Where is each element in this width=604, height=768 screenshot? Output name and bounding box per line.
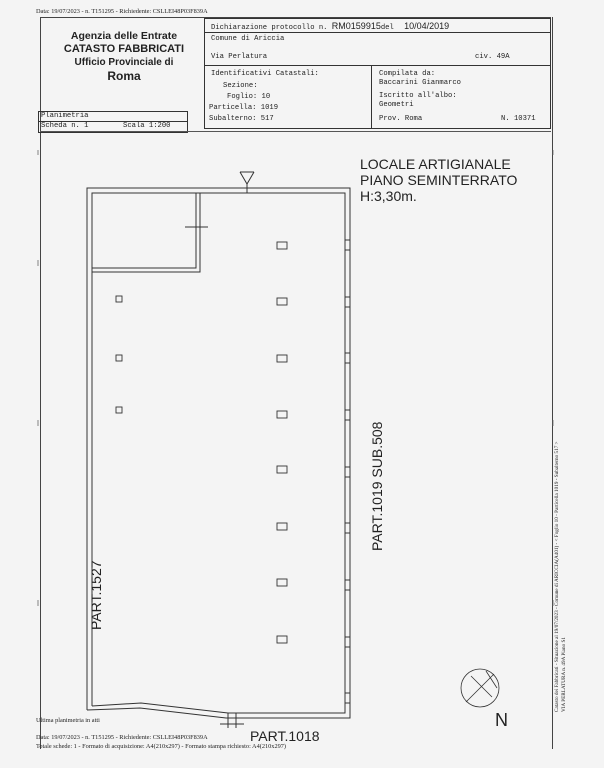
compass-icon (461, 669, 499, 707)
declaration-number: RM0159915 (331, 21, 381, 31)
province: Prov. Roma (379, 115, 423, 123)
albo-label: Iscritto all'albo: (379, 92, 457, 100)
footer-line1: Data: 19/07/2023 - n. T151295 - Richiedente: CSLLEI48P03F839A (36, 734, 208, 741)
ufficio-label: Ufficio Provinciale di (74, 56, 174, 68)
plan-title-line2: PIANO SEMINTERRATO (360, 172, 518, 188)
registration-number: N. 10371 (501, 115, 536, 123)
ufficio-city: Roma (107, 69, 141, 84)
header-info: Data: 19/07/2023 - n. T151295 - Richiedente: CSLLEI48P03F839A (36, 8, 208, 15)
compiler-name: Baccarini Gianmarco (379, 79, 461, 87)
particella: Particella: 1019 (209, 104, 279, 112)
plan-title (360, 156, 517, 204)
pillars (116, 242, 287, 643)
plan-title-line3: H:3,30m. (360, 188, 417, 204)
catasto-title: CATASTO FABBRICATI (63, 43, 185, 56)
foglio: Foglio: 10 (227, 93, 271, 101)
scheda: Scheda n. 1 (41, 122, 89, 130)
comune: Comune di Ariccia (211, 35, 285, 43)
side-markers (38, 150, 553, 606)
albo-value: Geometri (379, 101, 414, 109)
walls (87, 172, 350, 728)
last-plan-note: Ultima planimetria in atti (36, 717, 100, 724)
north-label: N (495, 710, 508, 730)
plan-title-line1: LOCALE ARTIGIANALE (360, 156, 511, 172)
side-info-line2: VIA PERLATURA n. 49A Piano S1 (561, 637, 567, 712)
part-left-label: PART.1527 (88, 560, 104, 630)
part-bottom-label: PART.1018 (250, 728, 320, 744)
side-info-line1: Catasto dei Fabbricati - Situazione al 19/07/2023 - Comune di ARICCIA(A401) - < Foglio 10 - Particella 1019 - Subalterno 517 > (554, 441, 560, 712)
identifiers-heading: Identificativi Catastali: (211, 70, 319, 78)
footer-line2: Totale schede: 1 - Formato di acquisizione: A4(210x297) - Formato stampa richiesto: A4(210x297) (36, 743, 286, 750)
agency-name: Agenzia delle Entrate (70, 30, 178, 42)
civico: civ. 49A (475, 53, 510, 61)
part-right-label: PART.1019 SUB.508 (369, 421, 385, 551)
subalterno: Subalterno: 517 (209, 115, 274, 123)
compiler-heading: Compilata da: (379, 70, 436, 78)
sezione: Sezione: (223, 82, 258, 90)
via: Via Perlatura (211, 53, 268, 61)
declaration-del: del (380, 24, 394, 32)
sheet-title: Planimetria (41, 112, 89, 120)
declaration-date: 10/04/2019 (404, 21, 450, 31)
scala: Scala 1:200 (123, 122, 171, 130)
declaration-label: Dichiarazione protocollo n. (211, 24, 328, 32)
